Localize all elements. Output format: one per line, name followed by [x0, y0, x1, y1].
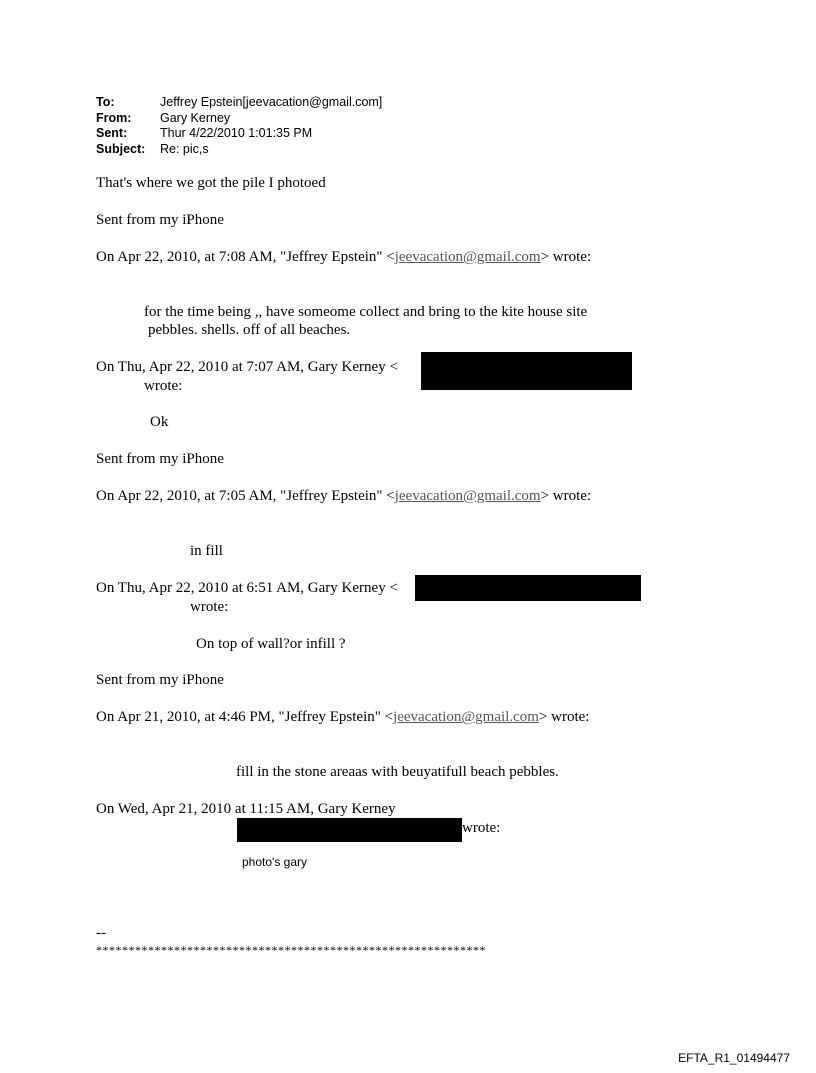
redaction-box [415, 575, 641, 601]
quote-header-end: > wrote: [538, 709, 590, 725]
to-label: To: [96, 95, 115, 109]
signature: Sent from my iPhone [96, 672, 224, 688]
quote-header: On Thu, Apr 22, 2010 at 7:07 AM, Gary Kerney < [96, 359, 398, 375]
subject-value: Re: pic,s [160, 141, 209, 156]
quoted-text: for the time being ,, have someome collect and bring to the kite house site [144, 304, 588, 320]
quote-header: On Thu, Apr 22, 2010 at 6:51 AM, Gary Kerney < [96, 580, 398, 596]
separator-stars: ************************************************************ [96, 943, 486, 957]
quote-header-wrote: wrote: [144, 378, 183, 394]
quote-header-end: > wrote: [540, 488, 592, 504]
quote-header [96, 248, 591, 266]
quote-header [96, 708, 589, 726]
quote-header-end: > wrote: [540, 249, 592, 265]
quote-header-wrote: wrote: [190, 599, 229, 615]
quote-header [96, 487, 591, 505]
separator-dash: -- [96, 925, 106, 941]
email-link[interactable]: jeevacation@gmail.com [394, 249, 541, 265]
email-link[interactable]: jeevacation@gmail.com [393, 709, 539, 725]
document-id: EFTA_R1_01494477 [678, 1051, 790, 1065]
redaction-box [237, 818, 462, 842]
from-row [96, 111, 382, 127]
quoted-text: Ok [150, 414, 169, 430]
quoted-text: pebbles. shells. off of all beaches. [148, 322, 351, 338]
quoted-text: in fill [190, 543, 223, 559]
sent-label: Sent: [96, 126, 128, 140]
quote-header-text: On Apr 22, 2010, at 7:05 AM, "Jeffrey Epstein" < [96, 488, 395, 504]
quote-header: On Wed, Apr 21, 2010 at 11:15 AM, Gary Kerney [96, 801, 396, 817]
to-row [96, 95, 382, 111]
quote-header-text: On Apr 21, 2010, at 4:46 PM, "Jeffrey Epstein" < [96, 709, 394, 725]
sent-value: Thur 4/22/2010 1:01:35 PM [160, 126, 313, 140]
reply-text: That's where we got the pile I photoed [96, 175, 326, 191]
sent-row [96, 126, 382, 142]
signature: Sent from my iPhone [96, 451, 224, 467]
from-label: From: [96, 110, 132, 125]
quote-header-text: On Apr 22, 2010, at 7:08 AM, "Jeffrey Epstein" < [96, 249, 395, 265]
subject-label: Subject: [96, 141, 146, 156]
signature: Sent from my iPhone [96, 212, 224, 228]
quoted-text: photo's gary [242, 855, 307, 869]
quoted-text: On top of wall?or infill ? [196, 636, 346, 652]
from-value: Gary Kerney [160, 110, 231, 125]
quoted-text: fill in the stone areaas with beuyatifull beach pebbles. [236, 764, 559, 780]
to-value: Jeffrey Epstein[jeevacation@gmail.com] [160, 95, 383, 109]
quote-header-wrote: wrote: [462, 820, 501, 836]
email-header [96, 95, 382, 157]
subject-row [96, 142, 382, 158]
redaction-box [421, 352, 632, 390]
email-link[interactable]: jeevacation@gmail.com [394, 488, 541, 504]
